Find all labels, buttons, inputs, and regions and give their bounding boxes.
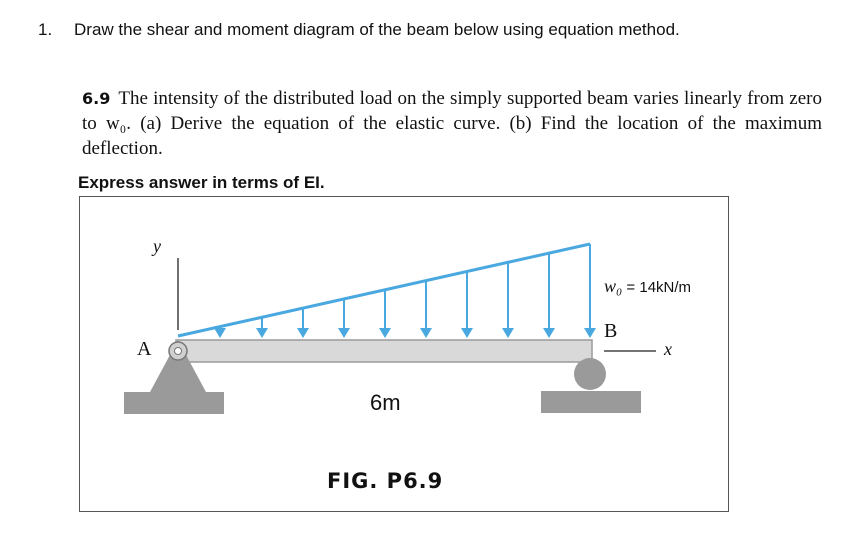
load-value: = 14kN/m bbox=[622, 279, 692, 296]
question-text: Draw the shear and moment diagram of the beam below using equation method. bbox=[74, 20, 680, 39]
load-arrow-head bbox=[420, 328, 432, 338]
load-arrow-head bbox=[256, 328, 268, 338]
question-number: 1. bbox=[38, 20, 53, 39]
ground-a bbox=[124, 392, 224, 414]
beam bbox=[176, 340, 592, 362]
load-arrow-head bbox=[338, 328, 350, 338]
load-arrow-head bbox=[502, 328, 514, 338]
load-arrow-head bbox=[379, 328, 391, 338]
load-symbol: w₀ bbox=[604, 276, 623, 296]
load-arrow-head bbox=[543, 328, 555, 338]
load-arrow-head bbox=[584, 328, 596, 338]
support-b-label: B bbox=[604, 320, 618, 342]
load-arrow-head bbox=[461, 328, 473, 338]
load-arrow-head bbox=[297, 328, 309, 338]
y-axis-label: y bbox=[153, 236, 161, 256]
load-label bbox=[604, 276, 691, 297]
problem-number: 6.9 bbox=[82, 89, 111, 108]
figure-caption: FIG. P6.9 bbox=[327, 469, 444, 493]
span-length-label: 6m bbox=[370, 390, 401, 415]
roller-support-b bbox=[574, 358, 606, 390]
load-arrows bbox=[214, 253, 596, 338]
support-a-label: A bbox=[137, 338, 152, 360]
problem-text: The intensity of the distributed load on the simply supported beam varies linearly from zero to w₀. (a) Derive the equation of the elastic curve. (b) Find the location of the maximum deflection. bbox=[82, 88, 822, 159]
load-arrow-head bbox=[214, 328, 226, 338]
ground-b bbox=[541, 391, 641, 413]
pin-a-inner bbox=[175, 348, 182, 355]
x-axis-label: x bbox=[664, 339, 672, 359]
instruction-text: Express answer in terms of EI. bbox=[78, 173, 325, 192]
